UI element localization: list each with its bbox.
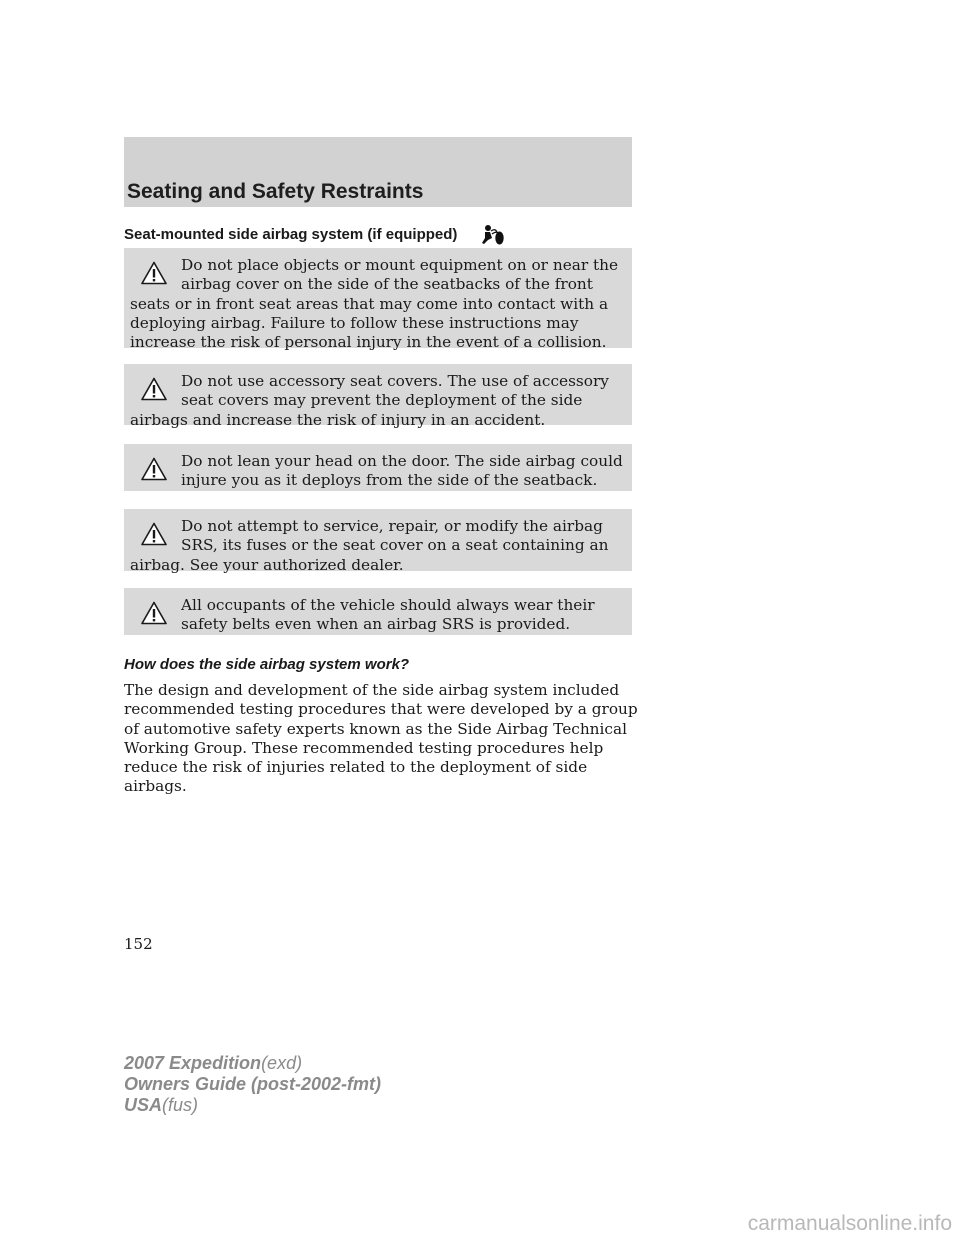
footer-line-3 (124, 1095, 381, 1116)
airbag-icon (482, 224, 504, 246)
footer-guide: Owners Guide (post-2002-fmt) (124, 1074, 382, 1094)
subsection-heading: Seat-mounted side airbag system (if equipped) (124, 226, 458, 243)
warning-text: Do not use accessory seat covers. The use of accessory seat covers may prevent the deployment of the side airbags and increase the risk of injury in an accident. (130, 372, 609, 429)
warning-triangle-icon (141, 377, 167, 401)
warning-triangle-icon (141, 261, 167, 285)
watermark: carmanualsonline.info (747, 1212, 952, 1235)
question-heading: How does the side airbag system work? (124, 656, 410, 673)
warning-text: Do not place objects or mount equipment on or near the airbag cover on the side of the seatbacks of the front seats or in front seat areas that may come into contact with a deploying airbag. Failure to follow these instructions may increase the risk of personal injury in the event of a collision. (130, 256, 619, 352)
warning-triangle-icon (141, 457, 167, 481)
footer-line-2 (124, 1074, 381, 1095)
footer-model-code: (exd) (261, 1053, 303, 1073)
body-paragraph: The design and development of the side airbag system included recommended testing procedures that were developed by a group of automotive safety experts known as the Side Airbag Technical Working Group. These recommended testing procedures help reduce the risk of injuries related to the deployment of side airbags. (124, 681, 638, 796)
footer-market-code: (fus) (162, 1095, 199, 1115)
warning-box (124, 509, 632, 574)
section-title: Seating and Safety Restraints (127, 180, 424, 203)
warning-box (124, 588, 632, 635)
page-number: 152 (124, 935, 153, 953)
footer-line-1 (124, 1053, 381, 1074)
warning-text: Do not lean your head on the door. The side airbag could injure you as it deploys from the side of the seatback. (181, 452, 623, 490)
warning-triangle-icon (141, 522, 167, 546)
document-footer (124, 1053, 381, 1116)
warning-triangle-icon (141, 601, 167, 625)
footer-market: USA (124, 1095, 163, 1115)
warning-box (124, 364, 632, 429)
warning-text: Do not attempt to service, repair, or modify the airbag SRS, its fuses or the seat cover on a seat containing an airbag. See your authorized dealer. (130, 517, 609, 574)
warning-box (124, 444, 632, 491)
footer-model: 2007 Expedition (124, 1053, 262, 1073)
warning-box (124, 248, 632, 352)
warning-text: All occupants of the vehicle should always wear their safety belts even when an airbag SRS is provided. (181, 596, 595, 634)
